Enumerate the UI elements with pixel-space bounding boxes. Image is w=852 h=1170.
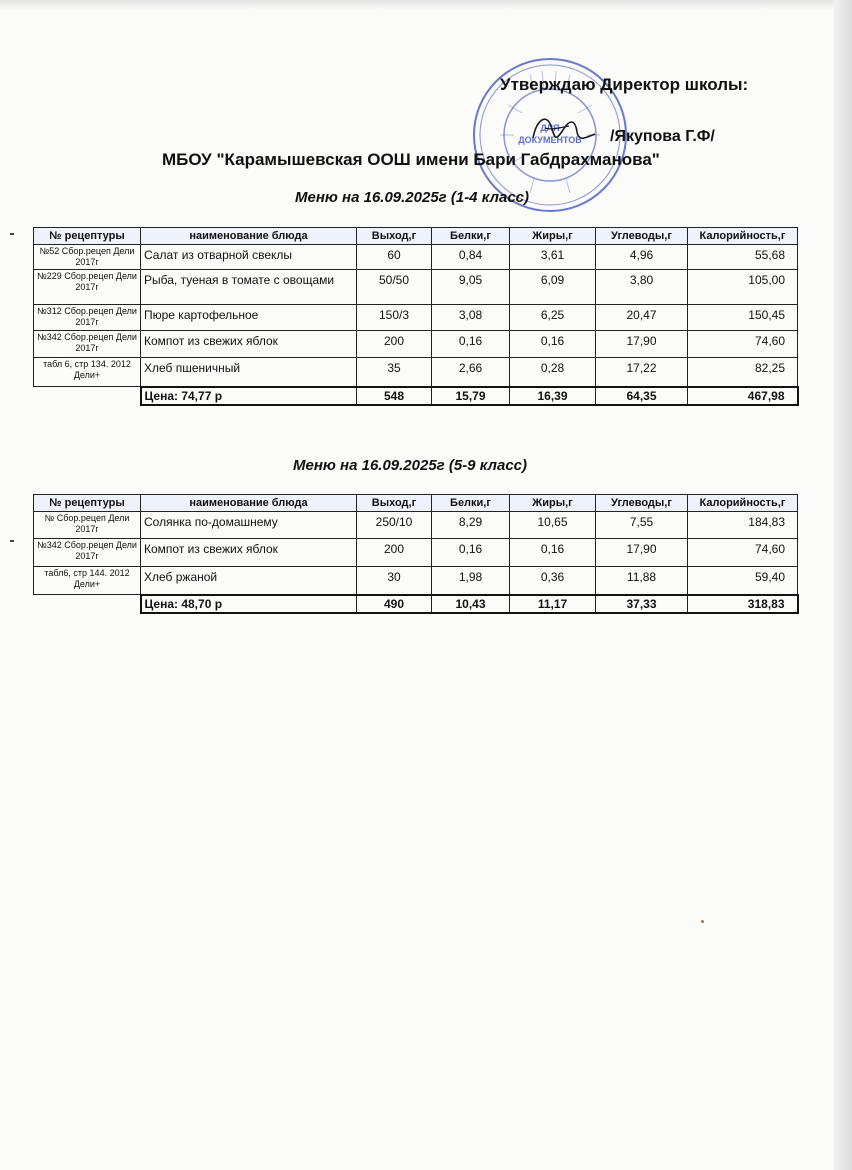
approval-line: Утверждаю Директор школы:	[500, 75, 749, 94]
school-name: МБОУ "Карамышевская ООШ имени Бари Габдрахманова"	[162, 150, 660, 169]
yield-cell: 150/3	[357, 305, 432, 331]
fat-cell: 0,16	[510, 539, 596, 567]
price-total: Цена: 74,77 р	[141, 387, 357, 405]
fat-cell: 0,36	[510, 567, 596, 595]
column-header-protein: Белки,г	[432, 228, 510, 245]
yield-cell: 200	[357, 331, 432, 358]
dish-cell: Хлеб ржаной	[141, 567, 357, 595]
yield-cell: 35	[357, 358, 432, 387]
carbs-cell: 3,80	[596, 270, 688, 305]
column-header-carbs: Углеводы,г	[596, 495, 688, 512]
fat-cell: 10,65	[510, 512, 596, 539]
calories-total: 318,83	[688, 595, 798, 613]
carbs-cell: 20,47	[596, 305, 688, 331]
protein-cell: 9,05	[432, 270, 510, 305]
yield-cell: 250/10	[357, 512, 432, 539]
table-row	[34, 331, 798, 358]
recipe-cell: № Сбор.рецеп Дели 2017г	[34, 512, 141, 539]
price-total: Цена: 48,70 р	[141, 595, 357, 613]
yield-cell: 30	[357, 567, 432, 595]
calories-cell: 59,40	[688, 567, 798, 595]
scan-top-edge	[0, 0, 852, 10]
column-header-dish: наименование блюда	[141, 495, 357, 512]
column-header-recipe: № рецептуры	[34, 495, 141, 512]
dish-cell: Салат из отварной свеклы	[141, 245, 357, 270]
recipe-cell: №52 Сбор.рецеп Дели 2017г	[34, 245, 141, 270]
carbs-total: 37,33	[596, 595, 688, 613]
signer-name: /Якупова Г.Ф/	[610, 128, 715, 145]
calories-cell: 74,60	[688, 331, 798, 358]
yield-total: 548	[357, 387, 432, 405]
calories-cell: 82,25	[688, 358, 798, 387]
yield-cell: 200	[357, 539, 432, 567]
column-header-fat: Жиры,г	[510, 495, 596, 512]
total-row	[34, 595, 798, 613]
table-row	[34, 245, 798, 270]
table-row	[34, 270, 798, 305]
calories-cell: 74,60	[688, 539, 798, 567]
scan-right-edge	[834, 0, 852, 1170]
recipe-cell: табл 6, стр 134. 2012 Дели+	[34, 358, 141, 387]
menu-table-grade-1-4	[33, 227, 799, 406]
dish-cell: Солянка по-домашнему	[141, 512, 357, 539]
menu-table-grade-5-9	[33, 494, 799, 614]
recipe-cell: табл6, стр 144. 2012 Дели+	[34, 567, 141, 595]
carbs-cell: 11,88	[596, 567, 688, 595]
carbs-cell: 17,22	[596, 358, 688, 387]
svg-text:ДОКУМЕНТОВ: ДОКУМЕНТОВ	[518, 135, 582, 145]
recipe-cell: №312 Сбор.рецеп Дели 2017г	[34, 305, 141, 331]
fat-cell: 6,25	[510, 305, 596, 331]
scan-speck	[701, 920, 704, 923]
dish-cell: Пюре картофельное	[141, 305, 357, 331]
column-header-carbs: Углеводы,г	[596, 228, 688, 245]
dish-cell: Рыба, туеная в томате с овощами	[141, 270, 357, 305]
recipe-cell: №229 Сбор.рецеп Дели 2017г	[34, 270, 141, 305]
table-row	[34, 358, 798, 387]
protein-cell: 1,98	[432, 567, 510, 595]
yield-total: 490	[357, 595, 432, 613]
menu-title-grade-1-4: Меню на 16.09.2025г (1-4 класс)	[295, 189, 530, 206]
calories-cell: 55,68	[688, 245, 798, 270]
dish-cell: Компот из свежих яблок	[141, 331, 357, 358]
table-header-row	[34, 228, 798, 245]
calories-cell: 105,00	[688, 270, 798, 305]
protein-total: 15,79	[432, 387, 510, 405]
scan-mark	[10, 233, 14, 235]
table-row	[34, 567, 798, 595]
carbs-cell: 4,96	[596, 245, 688, 270]
protein-cell: 0,84	[432, 245, 510, 270]
dish-cell: Компот из свежих яблок	[141, 539, 357, 567]
carbs-cell: 7,55	[596, 512, 688, 539]
fat-cell: 6,09	[510, 270, 596, 305]
protein-cell: 8,29	[432, 512, 510, 539]
carbs-cell: 17,90	[596, 539, 688, 567]
yield-cell: 60	[357, 245, 432, 270]
protein-cell: 2,66	[432, 358, 510, 387]
protein-cell: 3,08	[432, 305, 510, 331]
table-row	[34, 539, 798, 567]
calories-total: 467,98	[688, 387, 798, 405]
calories-cell: 150,45	[688, 305, 798, 331]
table-row	[34, 305, 798, 331]
column-header-calories: Калорийность,г	[688, 495, 798, 512]
table-header-row	[34, 495, 798, 512]
column-header-yield: Выход,г	[357, 495, 432, 512]
dish-cell: Хлеб пшеничный	[141, 358, 357, 387]
carbs-cell: 17,90	[596, 331, 688, 358]
recipe-cell: №342 Сбор.рецеп Дели 2017г	[34, 331, 141, 358]
calories-cell: 184,83	[688, 512, 798, 539]
column-header-fat: Жиры,г	[510, 228, 596, 245]
director-signature	[525, 108, 605, 148]
recipe-cell: №342 Сбор.рецеп Дели 2017г	[34, 539, 141, 567]
column-header-calories: Калорийность,г	[688, 228, 798, 245]
scan-mark	[10, 540, 14, 542]
svg-text:ДЛЯ: ДЛЯ	[540, 123, 560, 133]
column-header-dish: наименование блюда	[141, 228, 357, 245]
column-header-recipe: № рецептуры	[34, 228, 141, 245]
total-row	[34, 387, 798, 405]
fat-total: 16,39	[510, 387, 596, 405]
yield-cell: 50/50	[357, 270, 432, 305]
fat-cell: 0,28	[510, 358, 596, 387]
protein-cell: 0,16	[432, 331, 510, 358]
column-header-yield: Выход,г	[357, 228, 432, 245]
fat-cell: 0,16	[510, 331, 596, 358]
menu-title-grade-5-9: Меню на 16.09.2025г (5-9 класс)	[293, 457, 528, 474]
table-row	[34, 512, 798, 539]
protein-cell: 0,16	[432, 539, 510, 567]
fat-cell: 3,61	[510, 245, 596, 270]
carbs-total: 64,35	[596, 387, 688, 405]
fat-total: 11,17	[510, 595, 596, 613]
column-header-protein: Белки,г	[432, 495, 510, 512]
protein-total: 10,43	[432, 595, 510, 613]
